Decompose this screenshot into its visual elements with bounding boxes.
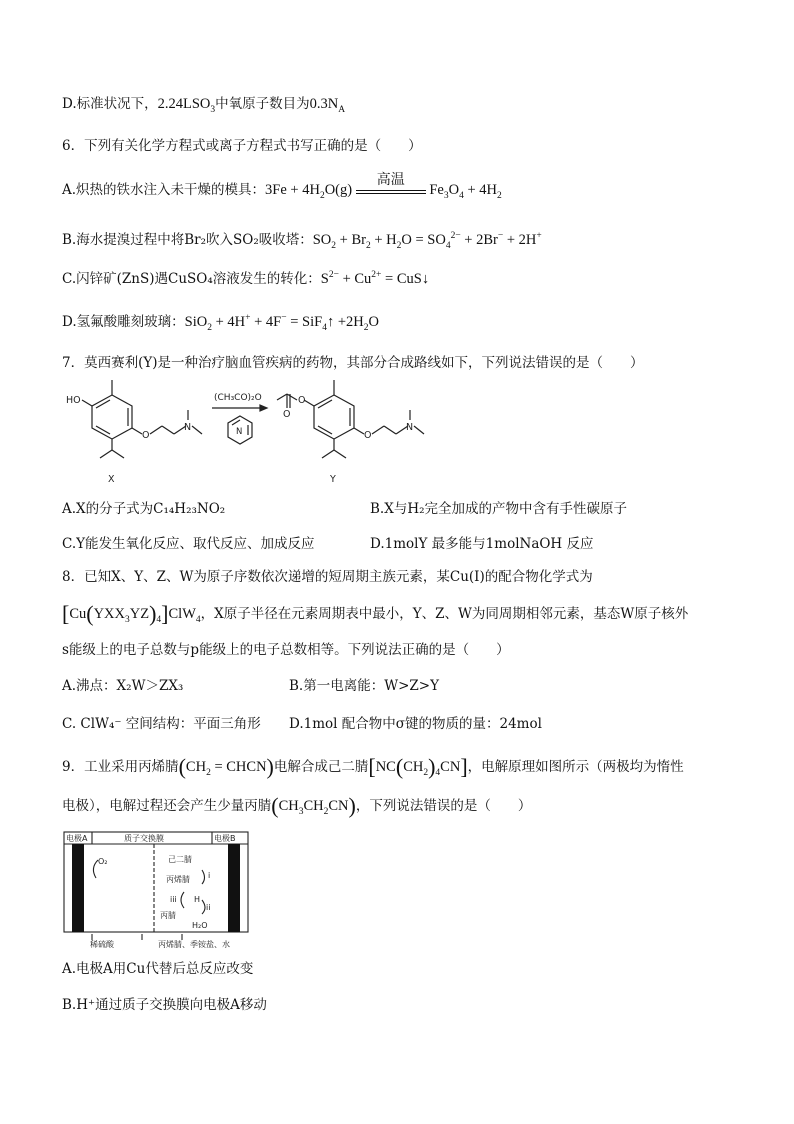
- svg-text:HO: HO: [66, 395, 81, 406]
- electrode-a-plate: [72, 844, 84, 932]
- q7-option-b[interactable]: B.X与H₂完全加成的产物中含有手性碳原子: [370, 501, 628, 517]
- q8-stem-line1: 8．已知X、Y、Z、W为原子序数依次递增的短周期主族元素，某Cu(I)的配合物化学式为: [62, 569, 593, 585]
- q8-stem-line2: $[Cu(YXX_3YZ)_4]ClW_4$，X原子半径在元素周期表中最小，Y、Z、W为同周期相邻元素，基态W原子核外: [62, 601, 689, 626]
- svg-text:O: O: [298, 395, 306, 406]
- q6-stem: 6．下列有关化学方程式或离子方程式书写正确的是（ ）: [62, 138, 422, 154]
- q9-stem-line2: 电极），电解过程还会产生少量丙腈$(CH_3CH_2CN)$，下列说法错误的是（ ）: [62, 793, 532, 818]
- q5-option-d[interactable]: D.标准状况下，$2.24LSO_3$中氧原子数目为$0.3N_A$: [62, 96, 346, 115]
- q9-option-b[interactable]: B.H⁺通过质子交换膜向电极A移动: [62, 997, 267, 1013]
- label-step-ii: ii: [206, 903, 211, 912]
- label-electrode-b: 电极B: [214, 834, 236, 843]
- label-step-iii: iii: [170, 895, 177, 904]
- y-benzene-ring: [314, 395, 354, 439]
- q7-option-d[interactable]: D.1molY 最多能与1molNaOH 反应: [370, 536, 594, 552]
- svg-text:O: O: [364, 430, 372, 441]
- q7-option-c[interactable]: C.Y能发生氧化反应、取代反应、加成反应: [62, 536, 315, 552]
- label-h2o: H₂O: [192, 921, 208, 930]
- electrode-b-plate: [228, 844, 240, 932]
- q8-option-c[interactable]: C. ClW₄⁻ 空间结构：平面三角形: [62, 716, 261, 732]
- svg-text:N: N: [184, 422, 192, 433]
- x-benzene-ring: [92, 395, 132, 439]
- q7-reaction-scheme: [62, 370, 462, 490]
- q6-option-a[interactable]: A.炽热的铁水注入未干燥的模具：$3Fe + 4H_2O(g)$ 高温 $Fe_3O_4 + 4H_2$: [62, 172, 502, 201]
- label-membrane: 质子交换膜: [124, 834, 164, 843]
- q7-option-a[interactable]: A.X的分子式为C₁₄H₂₃NO₂: [62, 501, 226, 517]
- label-o2: O₂: [98, 857, 108, 866]
- q6-option-b-equation: $SO_2 + Br_2 + H_2O = SO_4^{2-} + 2Br^- + 2H^+$: [312, 231, 542, 251]
- q8-stem-line3: s能级上的电子总数与p能级上的电子总数相等。下列说法正确的是（ ）: [62, 642, 510, 658]
- label-propionitrile: 丙腈: [160, 911, 176, 920]
- q7-stem: 7．莫西赛利(Y)是一种治疗脑血管疾病的药物，其部分合成路线如下，下列说法错误的是（ ）: [62, 355, 644, 371]
- q7-label-x: X: [108, 474, 115, 485]
- q9-electrolysis-diagram: [62, 830, 252, 948]
- label-adiponitrile: 己二腈: [168, 855, 192, 864]
- label-h-ion: H: [194, 895, 201, 904]
- label-acrylonitrile: 丙烯腈: [166, 875, 190, 884]
- q6-option-b[interactable]: B.海水提溴过程中将Br₂吹入SO₂吸收塔：$SO_2 + Br_2 + H_2O = SO_4^{2-} + 2Br^- + 2H^+$: [62, 231, 542, 251]
- label-electrode-a: 电极A: [66, 834, 88, 843]
- svg-text:O: O: [142, 430, 150, 441]
- q9-option-a[interactable]: A.电极A用Cu代替后总反应改变: [62, 961, 254, 977]
- svg-text:O: O: [283, 409, 291, 420]
- svg-text:N: N: [406, 422, 414, 433]
- q8-complex-formula: $[Cu(YXX_3YZ)_4]ClW_4$: [62, 601, 201, 626]
- q9-stem-line1: 9．工业采用丙烯腈($CH_2$ = CHCN)电解合成己二腈$[NC(CH_2)_4CN]$，电解原理如图所示（两极均为惰性: [62, 754, 684, 779]
- q8-option-b[interactable]: B.第一电离能：W>Z>Y: [289, 678, 440, 694]
- label-step-i: i: [208, 871, 211, 880]
- q6-option-d-equation: SiO$_2$ + 4H+ + 4F− = SiF$_4$↑ $+2H_2O$: [184, 313, 379, 333]
- q7-reagent: (CH₃CO)₂O: [214, 393, 262, 403]
- q8-option-a[interactable]: A.沸点：X₂W＞ZX₃: [62, 678, 184, 694]
- label-left-solution: 稀硫酸: [90, 940, 114, 948]
- q8-option-d[interactable]: D.1mol 配合物中σ键的物质的量：24mol: [289, 716, 542, 732]
- q6-option-a-equation: $3Fe + 4H_2O(g)$ 高温 $Fe_3O_4 + 4H_2$: [265, 172, 502, 201]
- svg-text:N: N: [236, 427, 243, 437]
- q6-option-c-equation: $S^{2-} + Cu^{2+}$ = CuS↓: [320, 270, 430, 287]
- label-right-solution: 丙烯腈、季铵盐、水: [158, 940, 230, 948]
- q6-option-d[interactable]: D.氢氟酸雕刻玻璃：SiO$_2$ + 4H+ + 4F− = SiF$_4$↑ $+2H_2O$: [62, 313, 379, 333]
- q7-label-y: Y: [330, 474, 336, 485]
- q6-option-c[interactable]: C.闪锌矿(ZnS)遇CuSO₄溶液发生的转化：$S^{2-} + Cu^{2+}$ = CuS↓: [62, 270, 430, 287]
